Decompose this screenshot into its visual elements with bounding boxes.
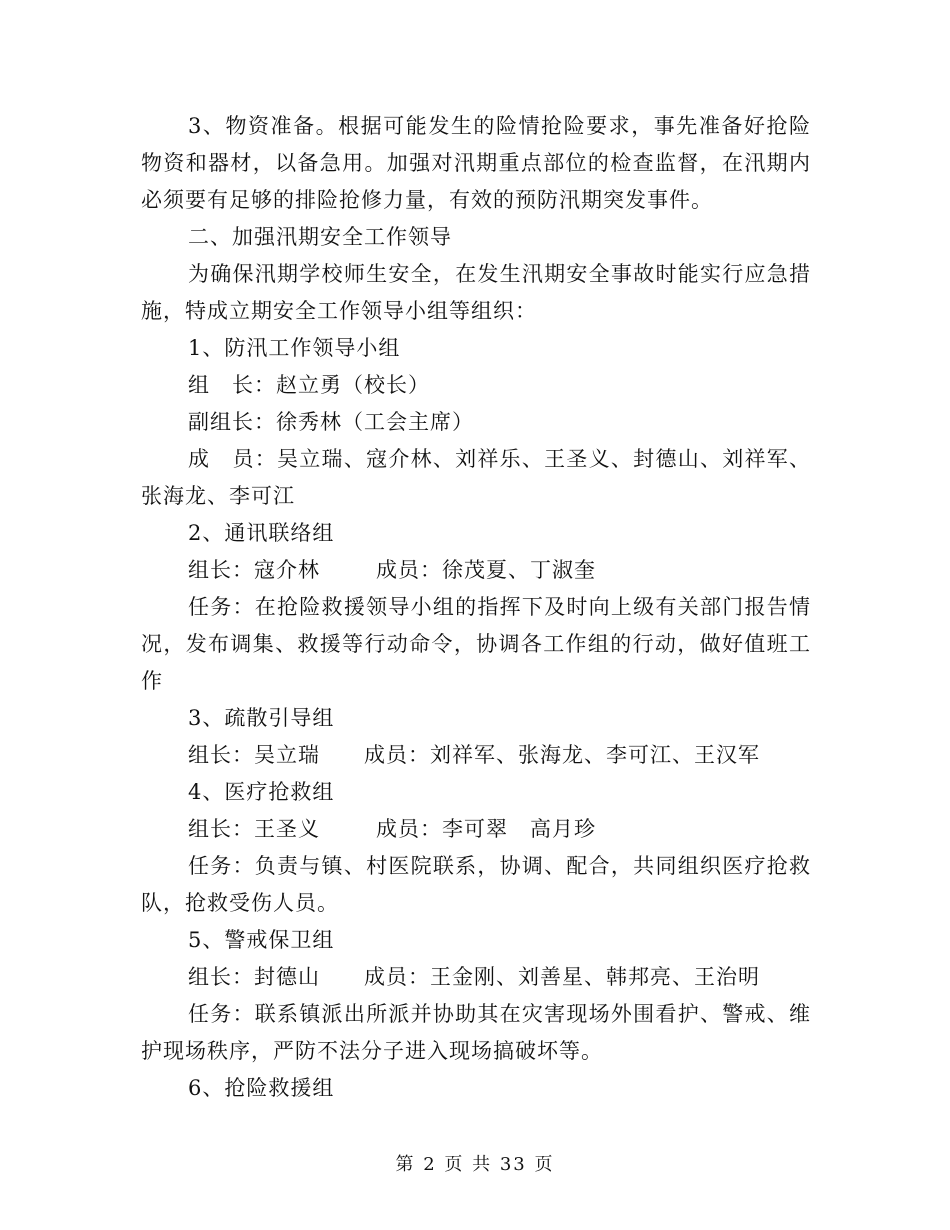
group-deputy-leader-line: 副组长：徐秀林（工会主席） [188, 410, 474, 434]
security-task: 任务：联系镇派出所派并协助其在灾害现场外围看护、警戒、维护现场秩序，严防不法分子进入现场搞破坏等。 [141, 1002, 811, 1063]
group-heading-rescue: 6、抢险救援组 [188, 1076, 335, 1100]
medical-members-extra: 高月珍 [530, 817, 596, 841]
communications-task: 任务：在抢险救援领导小组的指挥下及时向上级有关部门报告情况，发布调集、救援等行动命令，协调各工作组的行动，做好值班工作 [141, 595, 811, 693]
page-number-footer: 第 2 页 共 33 页 [395, 1154, 555, 1175]
medical-staff-line [141, 811, 811, 848]
group-heading-communications: 2、通讯联络组 [188, 521, 335, 545]
communications-staff-line [141, 552, 811, 589]
communications-members: 成员：徐茂夏、丁淑奎 [376, 558, 596, 582]
group-leader-line: 组 长：赵立勇（校长） [188, 373, 430, 397]
section-heading-flood-safety-leadership: 二、加强汛期安全工作领导 [188, 225, 452, 249]
group-heading-evacuation: 3、疏散引导组 [188, 706, 335, 730]
evacuation-members: 成员：刘祥军、张海龙、李可江、王汉军 [364, 743, 760, 767]
security-members: 成员：王金刚、刘善星、韩邦亮、王治明 [364, 965, 760, 989]
paragraph-materials-prep: 3、物资准备。根据可能发生的险情抢险要求，事先准备好抢险物资和器材，以备急用。加强对汛期重点部位的检查监督，在汛期内必须要有足够的排险抢修力量，有效的预防汛期突发事件。 [141, 114, 811, 212]
document-body [141, 108, 811, 1107]
group-heading-flood-leadership: 1、防汛工作领导小组 [188, 336, 401, 360]
medical-task: 任务：负责与镇、村医院联系，协调、配合，共同组织医疗抢救队，抢救受伤人员。 [141, 854, 811, 915]
medical-members: 成员：李可翠 [376, 817, 508, 841]
paragraph-leadership-intro: 为确保汛期学校师生安全，在发生汛期安全事故时能实行应急措施，特成立期安全工作领导小组等组织： [141, 262, 811, 323]
group-members-line: 成 员：吴立瑞、寇介林、刘祥乐、王圣义、封德山、刘祥军、张海龙、李可江 [141, 447, 811, 508]
security-staff-line [141, 959, 811, 996]
evacuation-staff-line [141, 737, 811, 774]
medical-leader: 组长：王圣义 [188, 817, 320, 841]
group-heading-medical: 4、医疗抢救组 [188, 780, 335, 804]
security-leader: 组长：封德山 [188, 965, 320, 989]
evacuation-leader: 组长：吴立瑞 [188, 743, 320, 767]
group-heading-security: 5、警戒保卫组 [188, 928, 335, 952]
communications-leader: 组长：寇介林 [188, 558, 320, 582]
